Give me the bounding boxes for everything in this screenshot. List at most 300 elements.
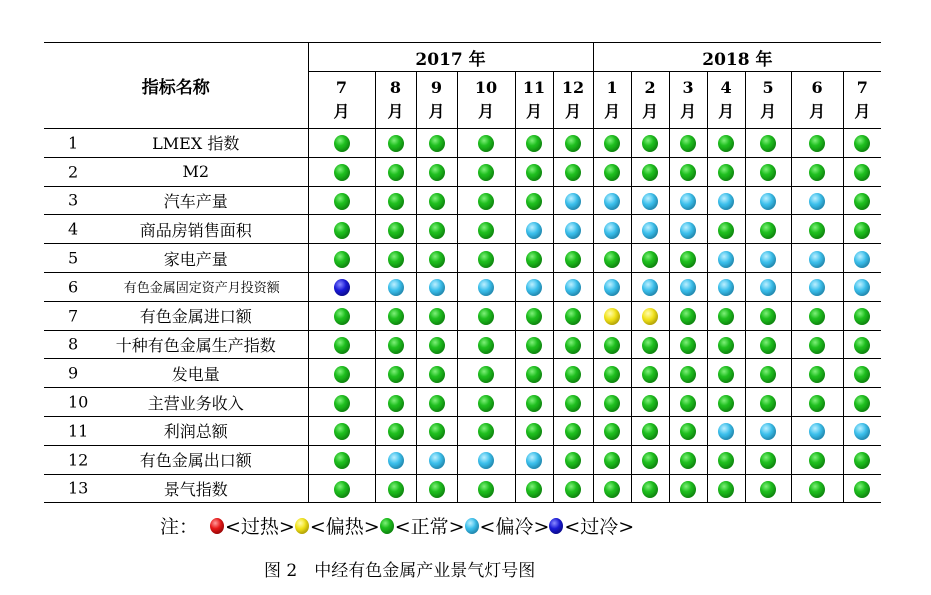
signal-cell [553, 330, 593, 359]
signal-light-green [809, 308, 825, 325]
indicator-name: 景气指数 [163, 479, 228, 499]
signal-light-green [854, 395, 870, 412]
month-number: 9 [430, 78, 443, 97]
signal-light-cyan [718, 423, 734, 440]
signal-cell [553, 474, 593, 503]
signal-cell [416, 330, 457, 359]
signal-light-cyan [809, 193, 825, 210]
signal-light-green [680, 337, 696, 354]
signal-cell [308, 474, 375, 503]
signal-light-green [604, 481, 620, 498]
table-body [44, 129, 881, 503]
signal-light-green [478, 308, 494, 325]
signal-light-green [809, 337, 825, 354]
signal-light-cyan [604, 279, 620, 296]
signal-cell [745, 330, 791, 359]
signal-light-cyan [760, 279, 776, 296]
signal-cell [843, 330, 881, 359]
signal-light-green [429, 395, 445, 412]
signal-cell [791, 330, 843, 359]
month-unit: 月 [387, 102, 404, 121]
indicator-cell [44, 416, 308, 445]
month-unit: 月 [854, 102, 871, 121]
signal-cell [457, 388, 515, 417]
signal-light-cyan [642, 193, 658, 210]
signal-cell [375, 301, 416, 330]
legend-text: <过热> [225, 516, 295, 538]
signal-light-green [478, 193, 494, 210]
signal-cell [375, 330, 416, 359]
signal-light-green [680, 452, 696, 469]
signal-cell [631, 359, 669, 388]
signal-cell [707, 186, 745, 215]
legend-text: <正常> [394, 516, 465, 538]
signal-light-cyan [680, 193, 696, 210]
signal-light-green [526, 395, 542, 412]
signal-light-green [718, 164, 734, 181]
signal-cell [669, 445, 707, 474]
signal-cell [457, 474, 515, 503]
signal-cell [631, 330, 669, 359]
signal-light-green [334, 366, 350, 383]
signal-light-green [604, 164, 620, 181]
legend-dot-cyan [465, 518, 479, 534]
signal-light-green [760, 452, 776, 469]
signal-light-green [718, 222, 734, 239]
signal-light-green [388, 395, 404, 412]
signal-light-green [526, 193, 542, 210]
signal-light-cyan [680, 222, 696, 239]
signal-light-green [642, 366, 658, 383]
signal-light-green [526, 164, 542, 181]
signal-light-green [565, 395, 581, 412]
signal-cell [375, 474, 416, 503]
signal-light-green [642, 337, 658, 354]
month-header [457, 72, 515, 129]
row-index: 9 [68, 363, 79, 383]
signal-light-green [334, 251, 350, 268]
signal-light-green [760, 164, 776, 181]
signal-light-green [388, 423, 404, 440]
indicator-name: LMEX 指数 [152, 134, 240, 154]
signal-light-green [388, 251, 404, 268]
table-row [44, 272, 881, 301]
signal-cell [631, 416, 669, 445]
signal-cell [669, 129, 707, 158]
signal-light-table [44, 42, 881, 503]
signal-cell [707, 445, 745, 474]
row-index: 1 [68, 133, 79, 153]
indicator-cell [44, 129, 308, 158]
legend-text: <过冷> [564, 516, 635, 538]
signal-light-cyan [854, 251, 870, 268]
signal-cell [707, 157, 745, 186]
signal-light-green [760, 222, 776, 239]
signal-cell [593, 272, 631, 301]
signal-cell [669, 186, 707, 215]
signal-light-green [565, 164, 581, 181]
signal-light-green [565, 337, 581, 354]
signal-cell [791, 416, 843, 445]
signal-light-green [429, 337, 445, 354]
signal-cell [553, 359, 593, 388]
signal-light-blue [334, 279, 350, 296]
signal-light-green [854, 481, 870, 498]
signal-cell [416, 157, 457, 186]
signal-light-green [809, 452, 825, 469]
row-index: 10 [68, 392, 89, 412]
signal-cell [308, 215, 375, 244]
signal-cell [843, 388, 881, 417]
month-header [375, 72, 416, 129]
indicator-cell [44, 244, 308, 273]
signal-light-green [478, 423, 494, 440]
legend-item-blue [549, 512, 634, 539]
signal-cell [308, 244, 375, 273]
signal-light-cyan [809, 251, 825, 268]
signal-cell [515, 359, 553, 388]
signal-light-green [680, 308, 696, 325]
year-header-row [44, 43, 881, 72]
signal-cell [416, 129, 457, 158]
signal-cell [593, 359, 631, 388]
signal-cell [593, 186, 631, 215]
month-unit: 月 [642, 102, 659, 121]
signal-light-green [809, 395, 825, 412]
month-number: 7 [856, 78, 868, 97]
signal-light-green [642, 251, 658, 268]
legend-item-red [210, 512, 295, 539]
figure-caption: 图 2 中经有色金属产业景气灯号图 [264, 561, 536, 581]
signal-cell [843, 129, 881, 158]
signal-light-cyan [526, 452, 542, 469]
signal-cell [515, 272, 553, 301]
signal-light-green [478, 251, 494, 268]
signal-cell [308, 416, 375, 445]
indicator-name: 有色金属进口额 [139, 307, 252, 327]
signal-light-green [718, 135, 734, 152]
signal-light-cyan [388, 279, 404, 296]
signal-light-green [429, 366, 445, 383]
signal-cell [593, 388, 631, 417]
signal-light-green [809, 135, 825, 152]
month-header [707, 72, 745, 129]
signal-cell [669, 416, 707, 445]
signal-cell [843, 474, 881, 503]
signal-table-container [44, 42, 881, 503]
signal-light-cyan [565, 279, 581, 296]
signal-light-green [565, 481, 581, 498]
signal-cell [593, 474, 631, 503]
signal-light-green [760, 395, 776, 412]
signal-cell [416, 445, 457, 474]
indicator-name: 十种有色金属生产指数 [115, 335, 276, 355]
signal-cell [843, 445, 881, 474]
signal-cell [375, 388, 416, 417]
signal-cell [457, 186, 515, 215]
signal-cell [745, 157, 791, 186]
signal-cell [707, 330, 745, 359]
signal-light-green [642, 481, 658, 498]
signal-light-green [680, 481, 696, 498]
signal-light-green [604, 395, 620, 412]
signal-light-green [680, 135, 696, 152]
signal-light-green [478, 164, 494, 181]
signal-cell [707, 416, 745, 445]
signal-cell [457, 272, 515, 301]
signal-cell [745, 416, 791, 445]
signal-light-green [642, 135, 658, 152]
signal-cell [669, 359, 707, 388]
signal-cell [308, 388, 375, 417]
signal-light-green [718, 337, 734, 354]
signal-light-green [760, 481, 776, 498]
signal-light-green [604, 452, 620, 469]
month-unit: 月 [477, 102, 494, 121]
signal-cell [791, 215, 843, 244]
signal-light-green [680, 423, 696, 440]
month-header [745, 72, 791, 129]
indicator-name: 发电量 [171, 364, 220, 384]
signal-light-yellow [642, 308, 658, 325]
table-row [44, 157, 881, 186]
month-header [843, 72, 881, 129]
signal-cell [631, 157, 669, 186]
month-number: 2 [644, 78, 656, 97]
signal-light-cyan [642, 279, 658, 296]
signal-cell [745, 272, 791, 301]
signal-cell [745, 301, 791, 330]
signal-cell [745, 359, 791, 388]
indicator-name: 有色金属固定资产月投资额 [123, 281, 280, 297]
signal-cell [553, 244, 593, 273]
table-row [44, 388, 881, 417]
signal-light-green [565, 423, 581, 440]
signal-cell [791, 157, 843, 186]
table-row [44, 330, 881, 359]
indicator-name: M2 [182, 162, 210, 182]
signal-light-cyan [680, 279, 696, 296]
month-header [631, 72, 669, 129]
month-number: 8 [389, 78, 402, 97]
indicator-cell [44, 157, 308, 186]
signal-cell [416, 272, 457, 301]
signal-light-cyan [718, 193, 734, 210]
signal-cell [416, 388, 457, 417]
indicator-cell [44, 445, 308, 474]
signal-cell [843, 186, 881, 215]
signal-cell [375, 359, 416, 388]
signal-cell [707, 359, 745, 388]
signal-cell [843, 215, 881, 244]
month-number: 4 [720, 78, 732, 97]
signal-light-green [809, 164, 825, 181]
signal-light-green [429, 222, 445, 239]
signal-cell [457, 445, 515, 474]
month-number: 7 [335, 78, 348, 97]
signal-cell [669, 244, 707, 273]
signal-cell [631, 445, 669, 474]
signal-cell [553, 445, 593, 474]
signal-light-green [429, 135, 445, 152]
signal-light-cyan [565, 193, 581, 210]
signal-cell [416, 186, 457, 215]
signal-light-cyan [526, 279, 542, 296]
signal-cell [791, 474, 843, 503]
month-number: 6 [811, 78, 823, 97]
signal-cell [308, 330, 375, 359]
signal-light-green [429, 164, 445, 181]
signal-cell [707, 129, 745, 158]
signal-cell [669, 330, 707, 359]
signal-light-green [526, 251, 542, 268]
signal-light-green [388, 308, 404, 325]
signal-light-yellow [604, 308, 620, 325]
signal-light-green [565, 135, 581, 152]
indicator-cell [44, 359, 308, 388]
signal-cell [416, 359, 457, 388]
signal-cell [707, 301, 745, 330]
indicator-cell [44, 330, 308, 359]
table-row [44, 359, 881, 388]
signal-light-green [718, 395, 734, 412]
signal-light-green [642, 452, 658, 469]
signal-cell [308, 301, 375, 330]
signal-light-green [809, 222, 825, 239]
signal-cell [515, 416, 553, 445]
signal-light-green [604, 251, 620, 268]
signal-cell [308, 272, 375, 301]
month-header [416, 72, 457, 129]
signal-light-green [388, 337, 404, 354]
signal-light-green [604, 366, 620, 383]
year-header-2017: 2017 年 [308, 43, 593, 72]
signal-light-green [526, 337, 542, 354]
signal-cell [707, 388, 745, 417]
signal-cell [553, 416, 593, 445]
indicator-cell [44, 186, 308, 215]
signal-cell [457, 215, 515, 244]
signal-cell [843, 301, 881, 330]
month-unit: 月 [760, 102, 777, 121]
signal-light-green [854, 337, 870, 354]
signal-light-green [478, 481, 494, 498]
signal-cell [745, 445, 791, 474]
signal-light-green [718, 308, 734, 325]
signal-light-green [429, 193, 445, 210]
signal-light-green [526, 135, 542, 152]
signal-cell [707, 474, 745, 503]
month-number: 1 [606, 78, 618, 97]
signal-cell [669, 388, 707, 417]
signal-light-cyan [478, 452, 494, 469]
signal-light-green [388, 222, 404, 239]
signal-cell [593, 416, 631, 445]
signal-light-green [718, 481, 734, 498]
month-unit: 月 [680, 102, 697, 121]
signal-light-cyan [718, 279, 734, 296]
signal-cell [707, 215, 745, 244]
signal-light-green [526, 308, 542, 325]
row-index: 13 [68, 478, 89, 498]
legend [160, 512, 634, 539]
month-header [593, 72, 631, 129]
signal-cell [791, 129, 843, 158]
signal-cell [745, 129, 791, 158]
legend-dot-blue [549, 518, 563, 534]
signal-light-cyan [604, 193, 620, 210]
signal-light-green [429, 481, 445, 498]
signal-light-green [565, 452, 581, 469]
signal-light-green [429, 251, 445, 268]
signal-cell [553, 388, 593, 417]
month-header [791, 72, 843, 129]
signal-light-green [760, 366, 776, 383]
signal-cell [375, 186, 416, 215]
signal-cell [457, 330, 515, 359]
signal-cell [593, 157, 631, 186]
signal-cell [843, 272, 881, 301]
signal-light-green [334, 164, 350, 181]
signal-light-green [334, 222, 350, 239]
signal-cell [416, 301, 457, 330]
signal-cell [745, 244, 791, 273]
month-unit: 月 [718, 102, 735, 121]
legend-label: 注： [160, 516, 199, 538]
signal-cell [308, 157, 375, 186]
signal-cell [593, 215, 631, 244]
signal-cell [593, 244, 631, 273]
signal-cell [375, 244, 416, 273]
signal-cell [669, 272, 707, 301]
month-unit: 月 [809, 102, 826, 121]
table-row [44, 186, 881, 215]
signal-cell [593, 301, 631, 330]
signal-cell [745, 388, 791, 417]
signal-cell [843, 359, 881, 388]
signal-cell [375, 157, 416, 186]
month-unit: 月 [525, 102, 542, 121]
signal-cell [515, 474, 553, 503]
signal-light-green [680, 164, 696, 181]
signal-light-green [429, 308, 445, 325]
signal-light-green [642, 423, 658, 440]
signal-cell [631, 129, 669, 158]
signal-light-green [478, 135, 494, 152]
signal-light-cyan [429, 452, 445, 469]
table-row [44, 474, 881, 503]
row-index: 7 [68, 306, 79, 326]
signal-cell [553, 157, 593, 186]
signal-cell [593, 330, 631, 359]
row-index: 4 [68, 219, 79, 239]
signal-cell [631, 186, 669, 215]
indicator-name: 汽车产量 [163, 191, 228, 211]
signal-light-green [526, 366, 542, 383]
signal-cell [631, 215, 669, 244]
indicator-cell [44, 301, 308, 330]
month-unit: 月 [604, 102, 621, 121]
signal-light-cyan [604, 222, 620, 239]
signal-light-green [854, 193, 870, 210]
row-index: 5 [68, 248, 79, 268]
signal-light-green [760, 308, 776, 325]
signal-cell [553, 301, 593, 330]
signal-cell [843, 157, 881, 186]
legend-text: <偏冷> [479, 516, 550, 538]
signal-cell [791, 445, 843, 474]
signal-light-green [526, 423, 542, 440]
